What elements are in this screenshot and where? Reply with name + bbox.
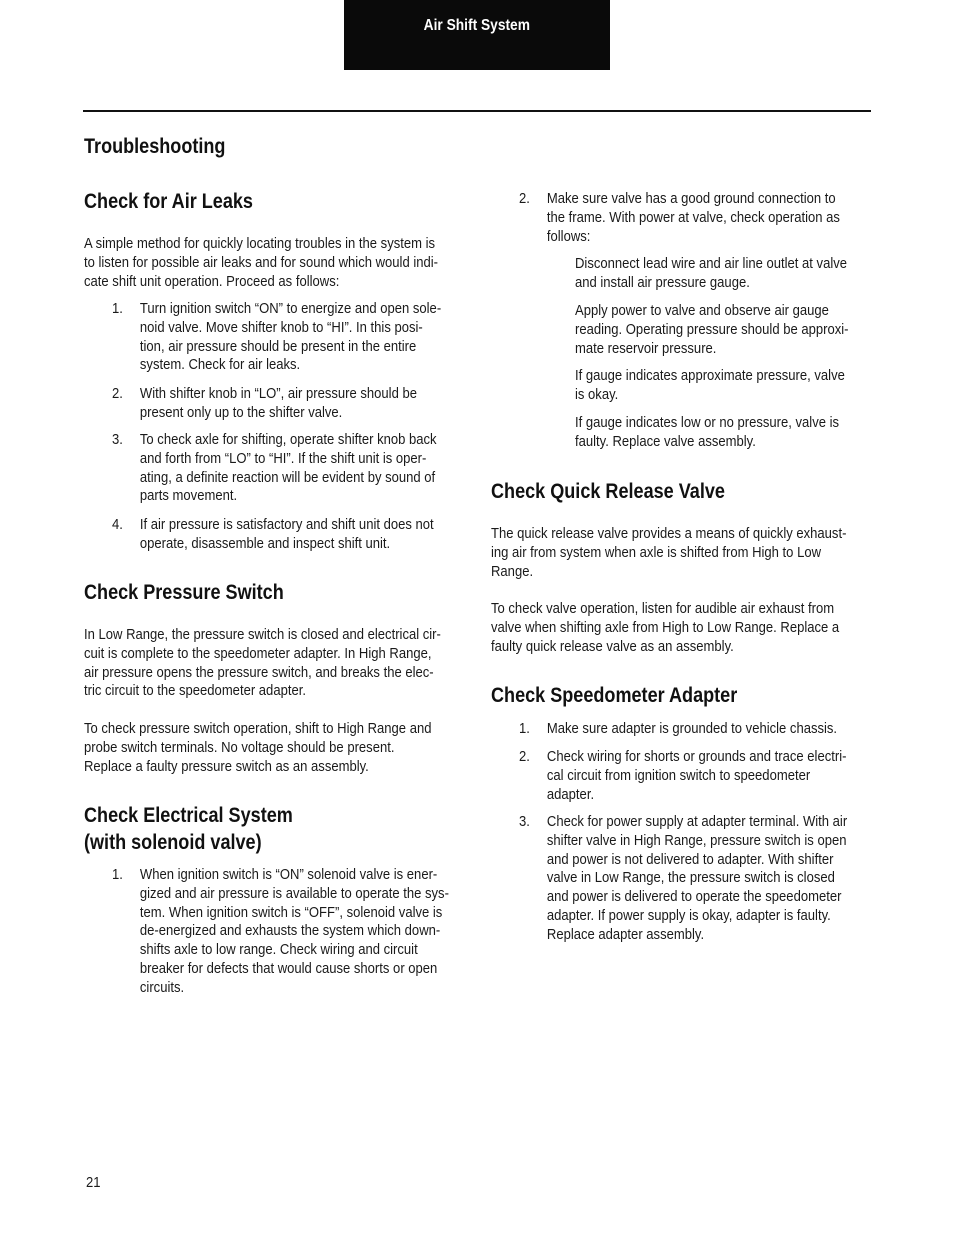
list-number: 1. bbox=[519, 721, 530, 737]
text-line: To check valve operation, listen for audible air exhaust from bbox=[491, 601, 835, 617]
text-line: Range. bbox=[491, 563, 534, 580]
text-line: Disconnect lead wire and air line outlet at valve bbox=[575, 256, 848, 272]
list-number: 3. bbox=[112, 432, 123, 448]
text-line: cuit is complete to the speedometer adapter. In High Range, bbox=[84, 645, 432, 662]
text-line: de-energized and exhausts the system which down- bbox=[139, 923, 441, 940]
text-line: When ignition switch is “ON” solenoid valve is ener- bbox=[139, 867, 438, 883]
text-line: and power is delivered to operate the speedometer bbox=[546, 889, 842, 906]
text-line: shifter valve in High Range, pressure switch is open bbox=[546, 832, 847, 849]
text-line: Turn ignition switch “ON” to energize and open sole- bbox=[139, 301, 442, 317]
heading-check-air-leaks: Check for Air Leaks bbox=[84, 190, 253, 213]
text-line: faulty quick release valve as an assembly. bbox=[491, 638, 734, 655]
text-line: and install air pressure gauge. bbox=[575, 274, 750, 291]
text-line: cal circuit from ignition switch to speedometer bbox=[546, 767, 811, 784]
heading-check-electrical-system-sub: (with solenoid valve) bbox=[84, 831, 262, 854]
heading-check-quick-release-valve: Check Quick Release Valve bbox=[491, 480, 725, 503]
text-line: shifts axle to low range. Check wiring and circuit bbox=[139, 942, 418, 959]
list-number: 3. bbox=[519, 814, 530, 830]
text-line: If air pressure is satisfactory and shift unit does not bbox=[139, 517, 434, 533]
text-line: Apply power to valve and observe air gauge bbox=[575, 303, 829, 319]
text-line: A simple method for quickly locating troubles in the system is bbox=[84, 236, 436, 252]
text-line: Replace adapter assembly. bbox=[546, 926, 705, 943]
text-line: ating, a definite reaction will be evident by sound of bbox=[139, 469, 436, 486]
list-number: 4. bbox=[112, 517, 123, 533]
text-line: to listen for possible air leaks and for sound which would indi- bbox=[84, 254, 438, 271]
text-line: tem. When ignition switch is “OFF”, solenoid valve is bbox=[139, 904, 443, 921]
air-leaks-intro bbox=[84, 235, 438, 291]
text-line: adapter. bbox=[546, 786, 595, 803]
text-line: gized and air pressure is available to operate the sys- bbox=[139, 885, 449, 902]
text-line: Make sure valve has a good ground connection to bbox=[546, 191, 836, 207]
text-line: operate, disassemble and inspect shift unit. bbox=[139, 535, 391, 552]
text-line: and forth from “LO” to “HI”. If the shift unit is oper- bbox=[139, 450, 427, 467]
text-line: the frame. With power at valve, check operation as bbox=[546, 209, 840, 226]
text-line: If gauge indicates low or no pressure, valve is bbox=[575, 415, 840, 431]
text-line: valve when shifting axle from High to Low Range. Replace a bbox=[491, 619, 840, 636]
text-line: mate reservoir pressure. bbox=[575, 340, 717, 357]
section-title: Air Shift System bbox=[423, 17, 531, 34]
text-line: ing air from system when axle is shifted from High to Low bbox=[491, 544, 822, 561]
heading-check-speedometer-adapter: Check Speedometer Adapter bbox=[491, 684, 738, 707]
text-line: parts movement. bbox=[139, 488, 238, 505]
quick-release-para-2 bbox=[491, 600, 839, 656]
text-line: Make sure adapter is grounded to vehicle chassis. bbox=[546, 721, 838, 737]
text-line: reading. Operating pressure should be approxi- bbox=[575, 321, 849, 338]
page-number: 21 bbox=[86, 1175, 101, 1191]
list-number: 2. bbox=[519, 191, 530, 207]
text-line: is okay. bbox=[575, 386, 619, 403]
text-line: noid valve. Move shifter knob to “HI”. In this posi- bbox=[139, 319, 423, 336]
text-line: If gauge indicates approximate pressure, valve bbox=[575, 368, 845, 384]
list-number: 1. bbox=[112, 867, 123, 883]
pressure-switch-para-2 bbox=[84, 720, 431, 776]
list-number: 2. bbox=[112, 386, 123, 402]
text-line: valve in Low Range, the pressure switch is closed bbox=[546, 870, 835, 887]
text-line: In Low Range, the pressure switch is closed and electrical cir- bbox=[84, 627, 441, 643]
sub-step bbox=[575, 367, 845, 405]
pressure-switch-para bbox=[84, 626, 441, 701]
sub-step bbox=[575, 255, 847, 293]
list-number: 1. bbox=[112, 301, 123, 317]
text-line: tion, air pressure should be present in the entire bbox=[139, 338, 417, 355]
text-line: To check pressure switch operation, shift to High Range and bbox=[84, 721, 432, 737]
text-line: faulty. Replace valve assembly. bbox=[575, 433, 756, 450]
text-line: system. Check for air leaks. bbox=[139, 357, 301, 374]
quick-release-para bbox=[491, 525, 846, 581]
text-line: The quick release valve provides a means of quickly exhaust- bbox=[491, 526, 847, 542]
text-line: To check axle for shifting, operate shifter knob back bbox=[139, 432, 437, 448]
text-line: With shifter knob in “LO”, air pressure should be bbox=[139, 386, 417, 402]
heading-check-electrical-system: Check Electrical System bbox=[84, 804, 293, 827]
text-line: present only up to the shifter valve. bbox=[139, 404, 343, 421]
header-rule bbox=[83, 110, 871, 112]
text-line: adapter. If power supply is okay, adapter is faulty. bbox=[546, 907, 831, 924]
section-header-tab bbox=[344, 0, 610, 70]
text-line: probe switch terminals. No voltage should be present. bbox=[84, 739, 395, 756]
text-line: Replace a faulty pressure switch as an assembly. bbox=[84, 758, 369, 775]
sub-step bbox=[575, 302, 849, 358]
page-title: Troubleshooting bbox=[84, 135, 226, 158]
text-line: cate shift unit operation. Proceed as follows: bbox=[84, 273, 340, 290]
text-line: breaker for defects that would cause shorts or open bbox=[139, 960, 438, 977]
sub-step bbox=[575, 414, 839, 452]
text-line: follows: bbox=[546, 228, 591, 245]
list-number: 2. bbox=[519, 749, 530, 765]
text-line: Check for power supply at adapter terminal. With air bbox=[546, 814, 848, 830]
text-line: tric circuit to the speedometer adapter. bbox=[84, 683, 306, 700]
heading-check-pressure-switch: Check Pressure Switch bbox=[84, 581, 284, 604]
text-line: and power is not delivered to adapter. With shifter bbox=[546, 851, 834, 868]
text-line: air pressure opens the pressure switch, and breaks the elec- bbox=[84, 664, 434, 681]
text-line: circuits. bbox=[139, 979, 185, 996]
text-line: Check wiring for shorts or grounds and trace electri- bbox=[546, 749, 847, 765]
